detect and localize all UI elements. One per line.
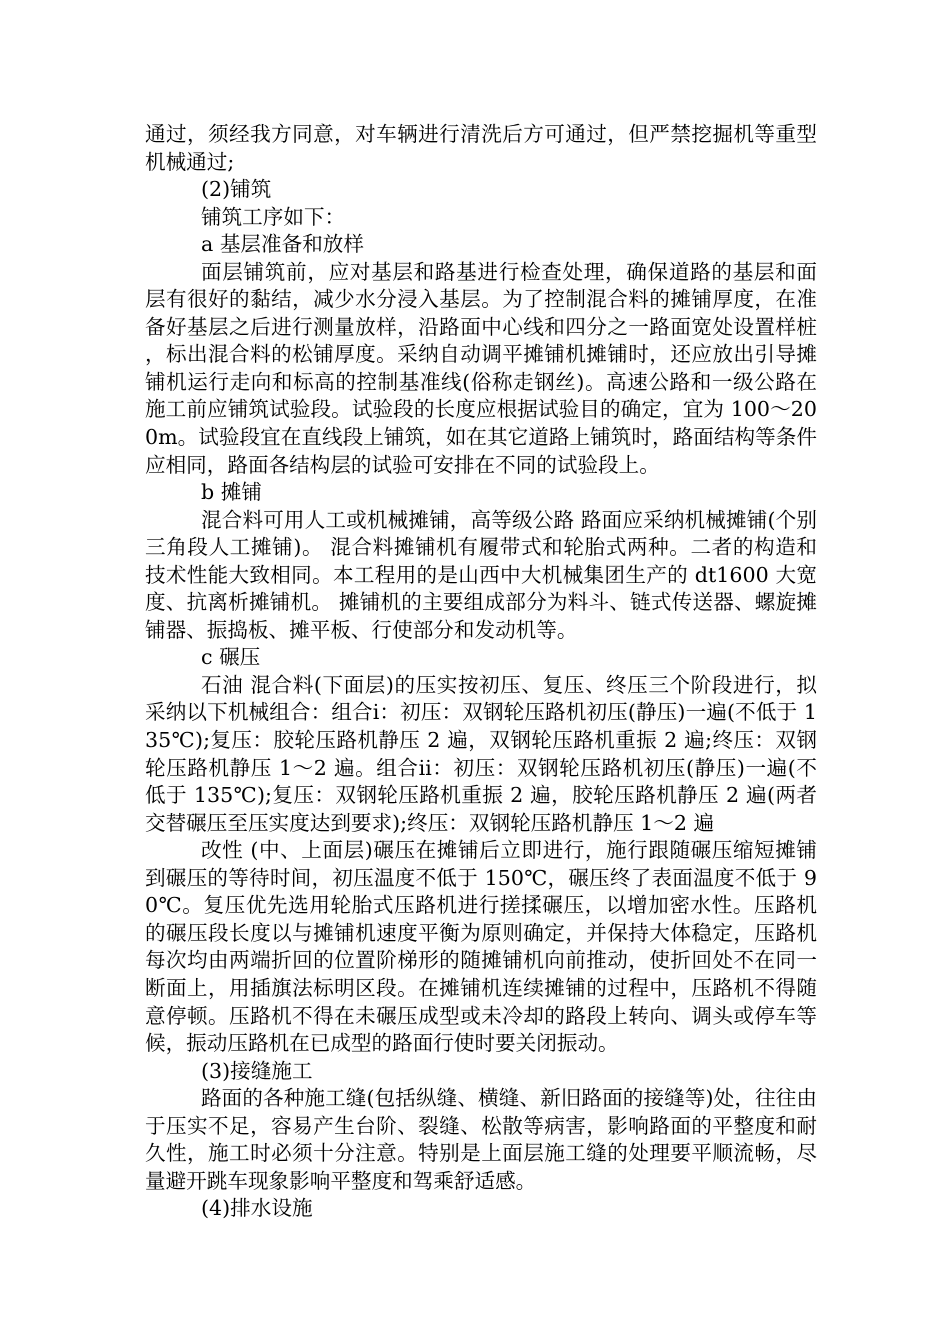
subheading-base-prep: a 基层准备和放样 [201,232,364,257]
paragraph-paving-steps: 铺筑工序如下： [201,204,346,229]
paragraph-spreading: 混合料可用人工或机械摊铺，高等级公路 路面应采纳机械摊铺(个别三角段人工摊铺)。 混合料摊铺机有履带式和轮胎式两种。二者的构造和技术性能大致相同。本工程用的是山西中大机械集团生产的 dt1600 大宽度、抗离析摊铺机。 摊铺机的主要组成部分为料斗、链式传送器、螺旋摊铺器、振捣板、摊平板、行使部分和发动机等。 [145,507,817,642]
paragraph-joints: 路面的各种施工缝(包括纵缝、横缝、新旧路面的接缝等)处，往往由于压实不足，容易产生台阶、裂缝、松散等病害，影响路面的平整度和耐久性，施工时必须十分注意。特别是上面层施工缝的处理要平顺流畅，尽量避开跳车现象影响平整度和驾乘舒适感。 [145,1086,817,1193]
heading-drainage: (4)排水设施 [201,1196,313,1221]
paragraph-continuation: 通过，须经我方同意，对车辆进行清洗后方可通过，但严禁挖掘机等重型机械通过; [145,122,817,174]
heading-paving: (2)铺筑 [201,177,272,202]
subheading-spreading: b 摊铺 [201,480,262,505]
document-page [145,121,817,1223]
heading-joints: (3)接缝施工 [201,1058,313,1083]
paragraph-rolling-modified: 改性 (中、上面层)碾压在摊铺后立即进行，施行跟随碾压缩短摊铺到碾压的等待时间，初压温度不低于 150℃，碾压终了表面温度不低于 90℃。复压优先选用轮胎式压路机进行搓揉碾压，以增加密水性。压路机的碾压段长度以与摊铺机速度平衡为原则确定，并保持大体稳定，压路机每次均由两端折回的位置阶梯形的随摊铺机向前推动，使折回处不在同一断面上，用插旗法标明区段。在摊铺机连续摊铺的过程中，压路机不得随意停顿。压路机不得在未碾压成型或未冷却的路段上转向、调头或停车等候，振动压路机在已成型的路面行使时要关闭振动。 [145,838,817,1056]
subheading-rolling: c 碾压 [201,645,261,670]
paragraph-rolling-lower: 石油 混合料(下面层)的压实按初压、复压、终压三个阶段进行，拟采纳以下机械组合：组合ⅰ：初压：双钢轮压路机初压(静压)一遍(不低于 135℃);复压：胶轮压路机静压 2 遍，双钢轮压路机重振 2 遍;终压：双钢轮压路机静压 1～2 遍。组合ⅱ：初压：双钢轮压路机初压(静压)一遍(不低于 135℃);复压：双钢轮压路机重振 2 遍，胶轮压路机静压 2 遍(两者交替碾压至压实度达到要求);终压：双钢轮压路机静压 1～2 遍 [145,672,817,835]
paragraph-base-prep: 面层铺筑前，应对基层和路基进行检查处理，确保道路的基层和面层有很好的黏结，减少水分浸入基层。为了控制混合料的摊铺厚度，在准备好基层之后进行测量放样，沿路面中心线和四分之一路面宽处设置样桩，标出混合料的松铺厚度。采纳自动调平摊铺机摊铺时，还应放出引导摊铺机运行走向和标高的控制基准线(俗称走钢丝)。高速公路和一级公路在施工前应铺筑试验段。试验段的长度应根据试验目的确定，宜为 100～200m。试验段宜在直线段上铺筑，如在其它道路上铺筑时，路面结构等条件应相同，路面各结构层的试验可安排在不同的试验段上。 [145,259,817,477]
